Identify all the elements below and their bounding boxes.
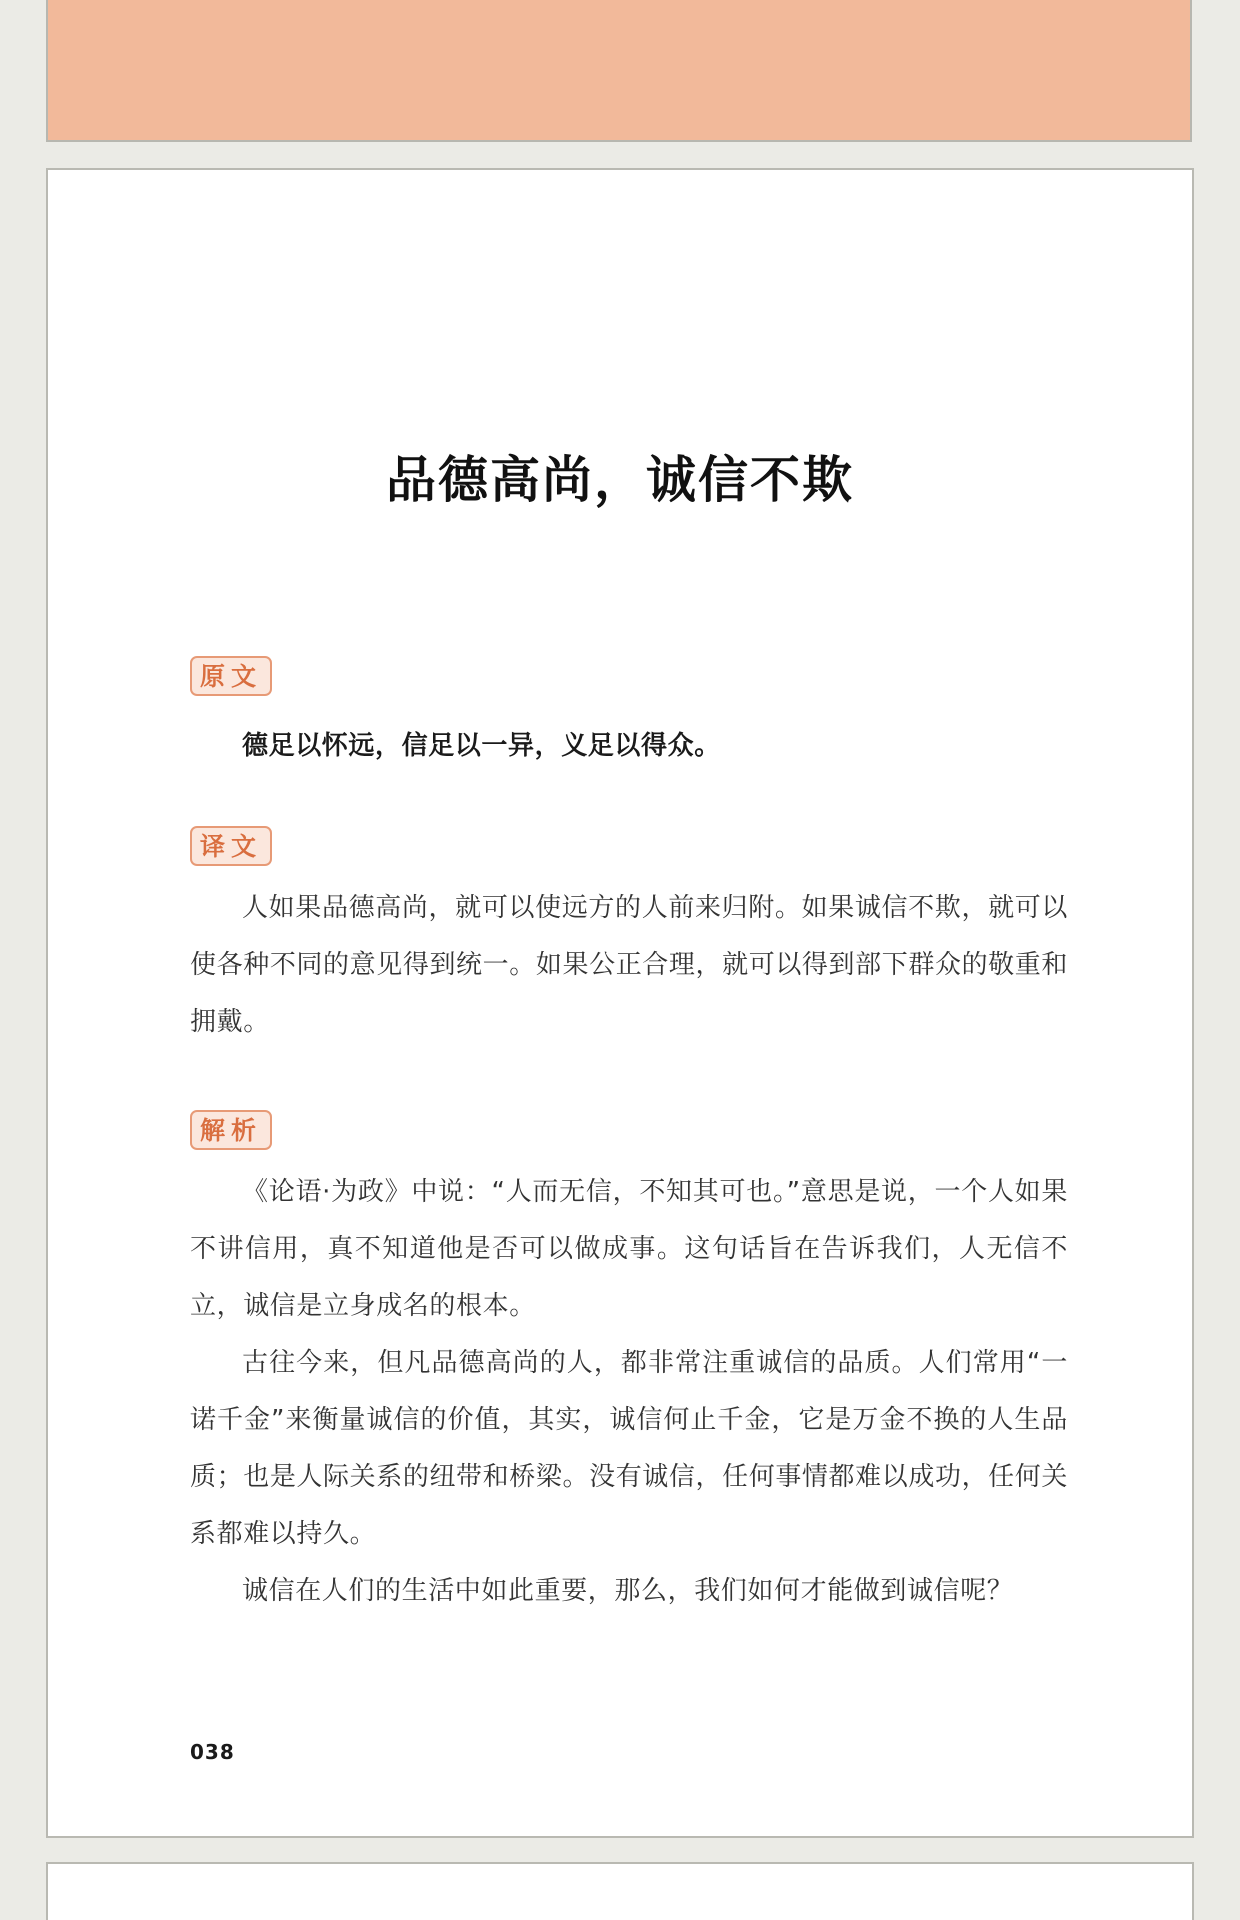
section-tag-translation: 译文 [190,826,272,866]
book-page [46,168,1194,1838]
page-number: 038 [190,1740,235,1764]
section-tag-original: 原文 [190,656,272,696]
section-translation [190,826,1068,1051]
page-title: 品德高尚，诚信不欺 [386,451,854,509]
next-page [46,1862,1194,1920]
original-text: 德足以怀远，信足以一异，义足以得众。 [242,731,721,761]
analysis-paragraph: 古往今来，但凡品德高尚的人，都非常注重诚信的品质。人们常用“一诺千金”来衡量诚信的价值，其实，诚信何止千金，它是万金不换的人生品质；也是人际关系的纽带和桥梁。没有诚信，任何事情都难以成功，任何关系都难以持久。 [190,1348,1068,1549]
previous-page [46,0,1192,142]
section-tag-analysis: 解析 [190,1110,272,1150]
section-analysis [190,1110,1068,1620]
translation-text: 人如果品德高尚，就可以使远方的人前来归附。如果诚信不欺，就可以使各种不同的意见得到统一。如果公正合理，就可以得到部下群众的敬重和拥戴。 [190,893,1068,1037]
section-original [190,656,1068,775]
analysis-paragraph: 诚信在人们的生活中如此重要，那么，我们如何才能做到诚信呢？ [242,1576,1014,1606]
analysis-paragraph: 《论语·为政》中说：“人而无信，不知其可也。”意思是说，一个人如果不讲信用，真不知道他是否可以做成事。这句话旨在告诉我们，人无信不立，诚信是立身成名的根本。 [190,1177,1068,1321]
